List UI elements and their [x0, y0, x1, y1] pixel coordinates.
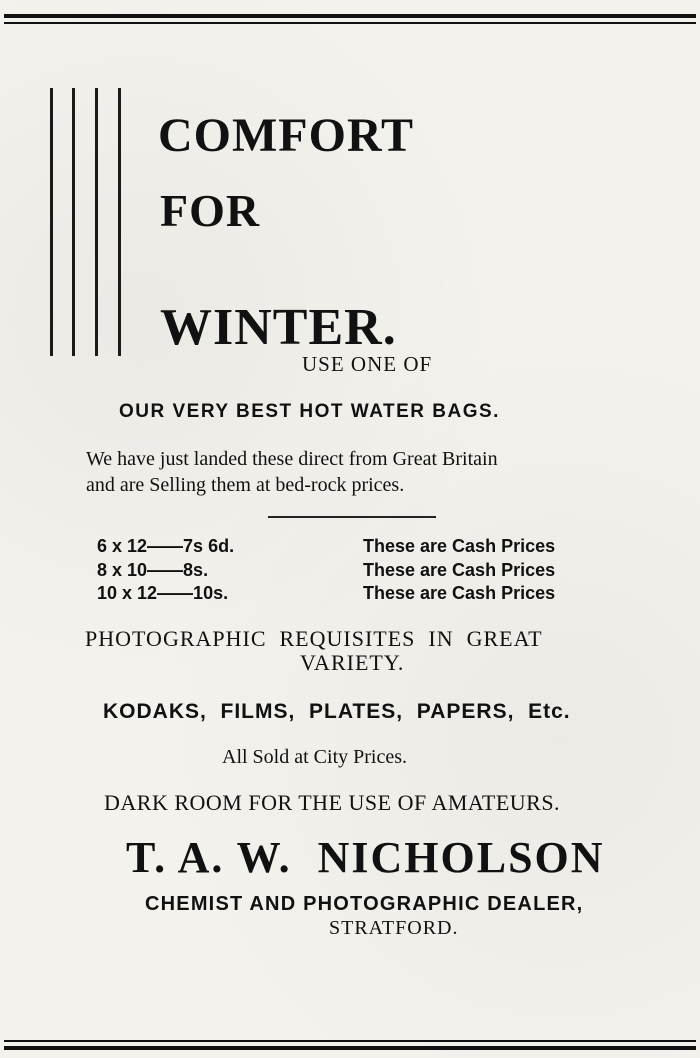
decorative-vertical-bar	[118, 88, 121, 356]
photographic-line-1: PHOTOGRAPHIC REQUISITES IN GREAT	[85, 626, 543, 651]
bottom-border-rule-thick	[4, 1046, 696, 1050]
decorative-vertical-bar	[50, 88, 53, 356]
price-row	[97, 583, 617, 607]
top-border-rule	[4, 14, 696, 18]
price-note: These are Cash Prices	[363, 583, 556, 603]
price-size: 10 x 12——10s.	[97, 583, 229, 603]
bottom-border-rule	[4, 1040, 696, 1042]
headline-comfort: COMFORT	[158, 109, 414, 162]
price-row	[97, 536, 617, 560]
use-one-of-line: USE ONE OF	[302, 352, 433, 376]
divider-rule	[268, 516, 436, 518]
kodaks-line: KODAKS, FILMS, PLATES, PAPERS, Etc.	[103, 700, 571, 723]
decorative-vertical-bar	[95, 88, 98, 356]
price-row	[97, 560, 617, 584]
headline-winter: WINTER.	[160, 299, 397, 356]
photographic-line-2: VARIETY.	[300, 650, 405, 675]
merchant-title: CHEMIST AND PHOTOGRAPHIC DEALER,	[145, 893, 584, 915]
price-note: These are Cash Prices	[363, 536, 556, 556]
price-note: These are Cash Prices	[363, 560, 556, 580]
city-prices-line: All Sold at City Prices.	[222, 746, 407, 768]
top-border-rule-thin	[4, 22, 696, 24]
headline-for: FOR	[160, 185, 261, 236]
decorative-vertical-bar	[72, 88, 75, 356]
price-size: 8 x 10——8s.	[97, 560, 209, 580]
price-size: 6 x 12——7s 6d.	[97, 536, 235, 556]
product-line: OUR VERY BEST HOT WATER BAGS.	[119, 401, 500, 422]
merchant-town: STRATFORD.	[329, 917, 459, 939]
landed-line-2: and are Selling them at bed-rock prices.	[86, 474, 405, 496]
dark-room-line: DARK ROOM FOR THE USE OF AMATEURS.	[104, 790, 561, 815]
landed-line-1: We have just landed these direct from Great Britain	[86, 448, 498, 470]
merchant-name: T. A. W. NICHOLSON	[126, 833, 605, 882]
